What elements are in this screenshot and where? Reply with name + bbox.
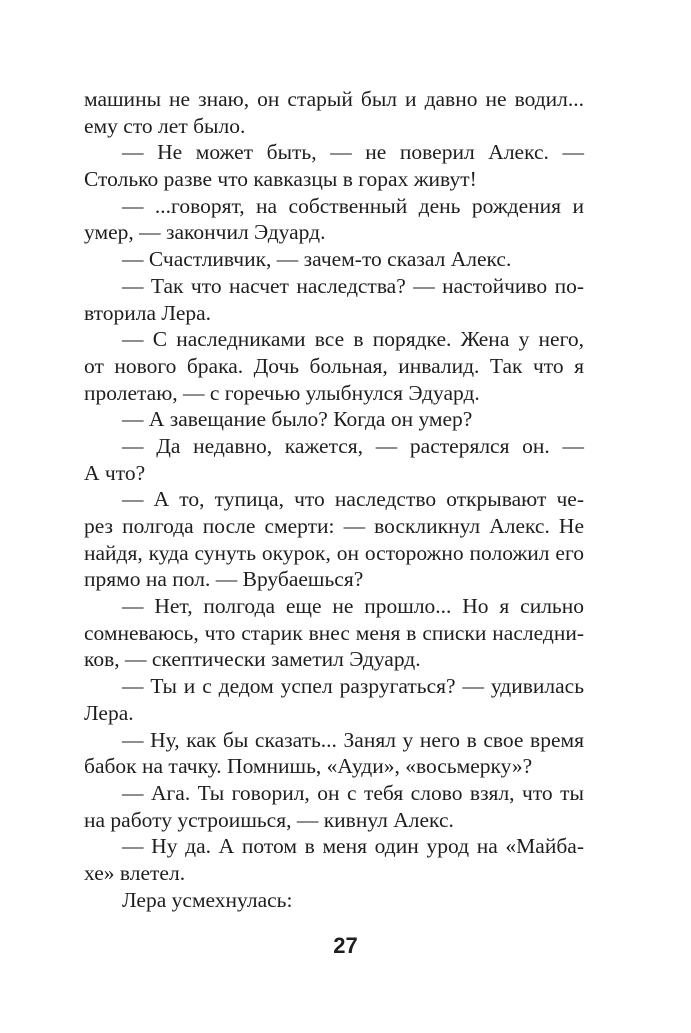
- text-line: бабок на тачку. Помнишь, «Ауди», «восьмерку»?: [84, 754, 533, 779]
- text-line: ему сто лет было.: [84, 113, 246, 138]
- text-line: найдя, куда сунуть окурок, он осторожно положил его: [84, 540, 584, 565]
- text-line: А что?: [84, 460, 146, 485]
- text-line: — А завещание было? Когда он умер?: [122, 407, 473, 432]
- text-line: — Ты и с дедом успел разругаться? — удивилась: [122, 674, 584, 699]
- text-line: — С наследниками все в порядке. Жена у него,: [122, 327, 584, 352]
- text-line: — Нет, полгода еще не прошло... Но я сильно: [122, 594, 584, 619]
- text-line: ков, — скептически заметил Эдуард.: [84, 647, 421, 672]
- text-line: — Так что насчет наследства? — настойчиво по-: [122, 273, 584, 298]
- body-text: [84, 86, 584, 913]
- text-line: от нового брака. Дочь больная, инвалид. Так что я: [84, 353, 584, 378]
- text-line: Лера усмехнулась:: [122, 887, 293, 912]
- text-line: — Да недавно, кажется, — растерялся он. —: [122, 433, 584, 458]
- text-line: — Не может быть, — не поверил Алекс. —: [122, 140, 584, 165]
- text-line: вторила Лера.: [84, 300, 212, 325]
- text-line: — Ага. Ты говорил, он с тебя слово взял, что ты: [122, 780, 584, 805]
- text-line: сомневаюсь, что старик внес меня в списки наследни-: [84, 620, 584, 645]
- text-line: хе» влетел.: [84, 860, 186, 885]
- text-line: умер, — закончил Эдуард.: [84, 220, 326, 245]
- page-number: 27: [333, 933, 358, 958]
- text-line: — Ну, как бы сказать... Занял у него в свое время: [122, 727, 584, 752]
- text-line: — Счастливчик, — зачем-то сказал Алекс.: [122, 247, 512, 272]
- text-line: — ...говорят, на собственный день рождения и: [122, 193, 584, 218]
- text-line: — А то, тупица, что наследство открывают че-: [122, 487, 584, 512]
- text-line: рез полгода после смерти: — воскликнул Алекс. Не: [84, 514, 584, 538]
- text-line: на работу устроишься, — кивнул Алекс.: [84, 807, 454, 832]
- text-line: прямо на пол. — Врубаешься?: [84, 567, 364, 592]
- text-line: Лера.: [84, 700, 134, 725]
- text-line: — Ну да. А потом в меня один урод на «Майба-: [122, 834, 584, 859]
- text-line: машины не знаю, он старый был и давно не водил...: [84, 87, 584, 111]
- text-line: Столько разве что кавказцы в горах живут!: [84, 167, 477, 192]
- text-line: пролетаю, — с горечью улыбнулся Эдуард.: [84, 380, 480, 405]
